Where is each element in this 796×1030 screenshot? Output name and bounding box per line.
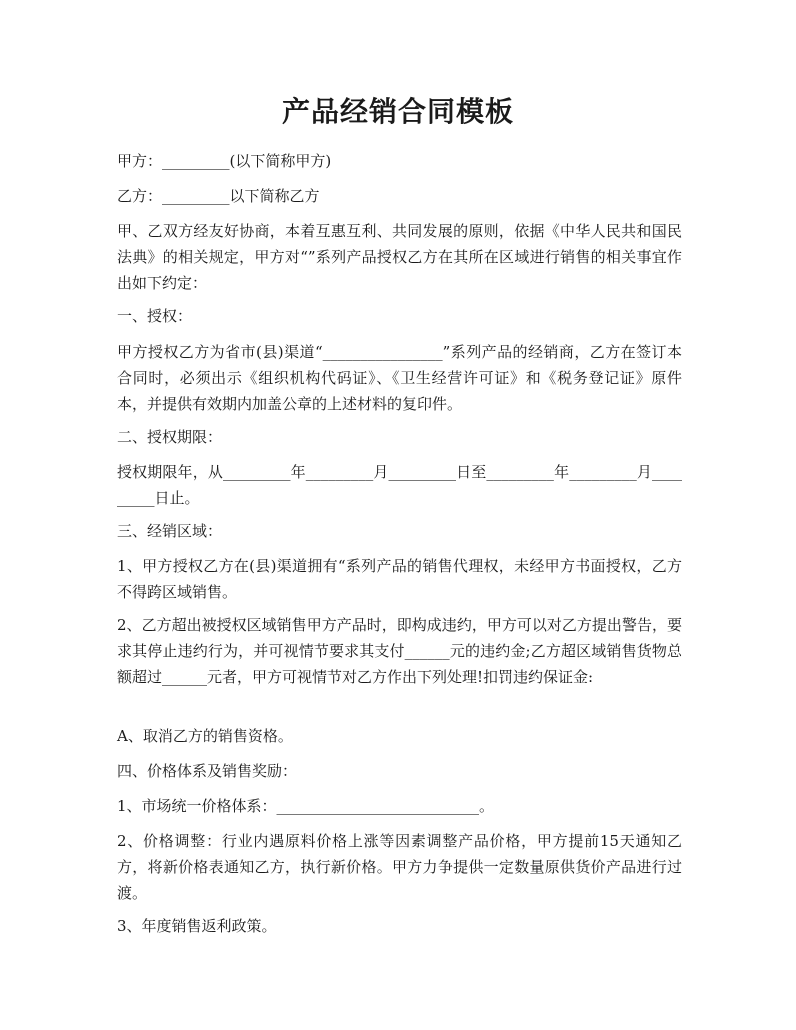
pricing-clause-1: 1、市场统一价格体系：___________________________。 [117, 797, 495, 815]
region-clause-a: A、取消乙方的销售资格。 [117, 727, 293, 745]
preamble-paragraph: 甲、乙双方经友好协商，本着互惠互利、共同发展的原则，依据《中华人民共和国民法典》的相关规定，甲方对“”系列产品授权乙方在其所在区域进行销售的相关事宜作出如下约定： [117, 222, 682, 292]
pricing-clause-3: 3、年度销售返利政策。 [117, 917, 277, 935]
party-a-line: 甲方：_________(以下简称甲方) [117, 152, 332, 170]
section-heading-pricing: 四、价格体系及销售奖励： [117, 762, 298, 780]
party-b-line: 乙方：_________以下简称乙方 [117, 187, 320, 205]
section-heading-region: 三、经销区域： [117, 522, 223, 540]
section-heading-term: 二、授权期限： [117, 428, 223, 446]
pricing-clause-2: 2、价格调整：行业内遇原料价格上涨等因素调整产品价格，甲方提前15天通知乙方，将新价格表通知乙方，执行新价格。甲方力争提供一定数量原供货价产品进行过渡。 [117, 832, 682, 902]
region-clause-2: 2、乙方超出被授权区域销售甲方产品时，即构成违约，甲方可以对乙方提出警告，要求其停止违约行为，并可视情节要求其支付______元的违约金;乙方超区域销售货物总额超过______元者，甲方可视情节对乙方作出下列处理!扣罚违约保证金: [117, 616, 682, 686]
document-title: 产品经销合同模板 [281, 95, 514, 128]
region-clause-1: 1、甲方授权乙方在(县)渠道拥有“系列产品的销售代理权，未经甲方书面授权，乙方不得跨区域销售。 [117, 557, 682, 601]
term-paragraph: 授权期限年，从_________年_________月_________日至_________年_________月_________日止。 [117, 463, 682, 507]
authorization-paragraph: 甲方授权乙方为省市(县)渠道“________________”系列产品的经销商，乙方在签订本合同时，必须出示《组织机构代码证》、《卫生经营许可证》和《税务登记证》原件本，并提供有效期内加盖公章的上述材料的复印件。 [117, 343, 682, 413]
section-heading-authorization: 一、授权： [117, 307, 193, 325]
